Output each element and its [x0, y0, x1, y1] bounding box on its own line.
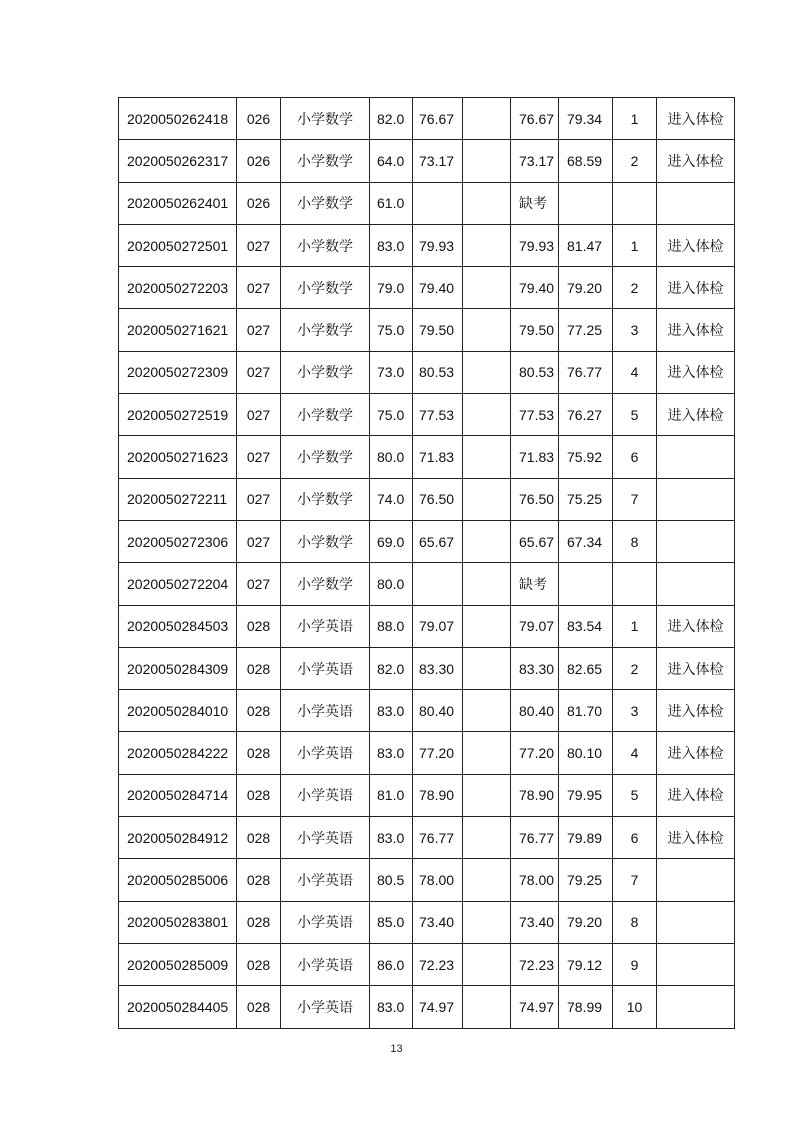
written-score-cell: 73.0: [370, 351, 413, 393]
interview-final-cell: 80.53: [511, 351, 559, 393]
interview-score-cell: 78.90: [413, 774, 463, 816]
subject-cell: 小学英语: [281, 690, 370, 732]
exam-id-cell: 2020050284714: [119, 774, 237, 816]
subject-cell: 小学英语: [281, 732, 370, 774]
total-score-cell: 79.34: [559, 98, 613, 140]
exam-id-cell: 2020050285009: [119, 943, 237, 985]
total-score-cell: 82.65: [559, 647, 613, 689]
position-code-cell: 027: [237, 267, 281, 309]
subject-cell: 小学数学: [281, 436, 370, 478]
interview-final-cell: 缺考: [511, 563, 559, 605]
table-row: [119, 436, 735, 478]
blank-cell: [463, 140, 511, 182]
exam-id-cell: 2020050272306: [119, 520, 237, 562]
position-code-cell: 028: [237, 647, 281, 689]
exam-id-cell: 2020050272519: [119, 394, 237, 436]
subject-cell: 小学数学: [281, 182, 370, 224]
rank-cell: 2: [613, 267, 657, 309]
total-score-cell: [559, 182, 613, 224]
subject-cell: 小学数学: [281, 224, 370, 266]
position-code-cell: 028: [237, 943, 281, 985]
status-cell: [657, 520, 735, 562]
blank-cell: [463, 859, 511, 901]
status-cell: [657, 563, 735, 605]
exam-id-cell: 2020050284309: [119, 647, 237, 689]
table-row: [119, 647, 735, 689]
total-score-cell: 79.25: [559, 859, 613, 901]
position-code-cell: 028: [237, 986, 281, 1028]
blank-cell: [463, 394, 511, 436]
rank-cell: 4: [613, 732, 657, 774]
subject-cell: 小学数学: [281, 563, 370, 605]
position-code-cell: 028: [237, 901, 281, 943]
interview-score-cell: 78.00: [413, 859, 463, 901]
interview-final-cell: 73.40: [511, 901, 559, 943]
blank-cell: [463, 436, 511, 478]
exam-id-cell: 2020050285006: [119, 859, 237, 901]
rank-cell: 5: [613, 774, 657, 816]
interview-score-cell: 73.17: [413, 140, 463, 182]
rank-cell: 3: [613, 690, 657, 732]
blank-cell: [463, 309, 511, 351]
written-score-cell: 64.0: [370, 140, 413, 182]
subject-cell: 小学英语: [281, 647, 370, 689]
rank-cell: 8: [613, 520, 657, 562]
total-score-cell: 68.59: [559, 140, 613, 182]
table-body: [119, 98, 735, 1029]
exam-id-cell: 2020050272309: [119, 351, 237, 393]
status-cell: 进入体检: [657, 267, 735, 309]
subject-cell: 小学英语: [281, 817, 370, 859]
written-score-cell: 79.0: [370, 267, 413, 309]
blank-cell: [463, 520, 511, 562]
position-code-cell: 027: [237, 478, 281, 520]
written-score-cell: 75.0: [370, 309, 413, 351]
table-row: [119, 267, 735, 309]
blank-cell: [463, 478, 511, 520]
interview-score-cell: 79.07: [413, 605, 463, 647]
exam-id-cell: 2020050262401: [119, 182, 237, 224]
status-cell: [657, 943, 735, 985]
table-row: [119, 478, 735, 520]
position-code-cell: 028: [237, 605, 281, 647]
blank-cell: [463, 774, 511, 816]
total-score-cell: [559, 563, 613, 605]
rank-cell: 1: [613, 98, 657, 140]
written-score-cell: 83.0: [370, 224, 413, 266]
interview-final-cell: 74.97: [511, 986, 559, 1028]
table-row: [119, 732, 735, 774]
total-score-cell: 79.89: [559, 817, 613, 859]
interview-score-cell: 79.50: [413, 309, 463, 351]
total-score-cell: 81.47: [559, 224, 613, 266]
written-score-cell: 81.0: [370, 774, 413, 816]
position-code-cell: 027: [237, 394, 281, 436]
position-code-cell: 026: [237, 98, 281, 140]
written-score-cell: 86.0: [370, 943, 413, 985]
rank-cell: 2: [613, 140, 657, 182]
exam-id-cell: 2020050271623: [119, 436, 237, 478]
table-row: [119, 98, 735, 140]
status-cell: 进入体检: [657, 224, 735, 266]
table-row: [119, 690, 735, 732]
subject-cell: 小学数学: [281, 520, 370, 562]
table-row: [119, 859, 735, 901]
interview-score-cell: 76.77: [413, 817, 463, 859]
subject-cell: 小学英语: [281, 901, 370, 943]
subject-cell: 小学数学: [281, 351, 370, 393]
position-code-cell: 028: [237, 732, 281, 774]
written-score-cell: 80.5: [370, 859, 413, 901]
written-score-cell: 83.0: [370, 817, 413, 859]
subject-cell: 小学数学: [281, 478, 370, 520]
exam-id-cell: 2020050284010: [119, 690, 237, 732]
interview-final-cell: 78.90: [511, 774, 559, 816]
position-code-cell: 027: [237, 224, 281, 266]
subject-cell: 小学数学: [281, 309, 370, 351]
interview-score-cell: 76.67: [413, 98, 463, 140]
blank-cell: [463, 732, 511, 774]
rank-cell: [613, 563, 657, 605]
blank-cell: [463, 647, 511, 689]
interview-final-cell: 73.17: [511, 140, 559, 182]
interview-final-cell: 79.40: [511, 267, 559, 309]
written-score-cell: 80.0: [370, 563, 413, 605]
table-row: [119, 520, 735, 562]
total-score-cell: 81.70: [559, 690, 613, 732]
interview-score-cell: 73.40: [413, 901, 463, 943]
subject-cell: 小学数学: [281, 394, 370, 436]
interview-score-cell: 74.97: [413, 986, 463, 1028]
status-cell: 进入体检: [657, 817, 735, 859]
status-cell: [657, 478, 735, 520]
position-code-cell: 028: [237, 690, 281, 732]
position-code-cell: 027: [237, 436, 281, 478]
written-score-cell: 85.0: [370, 901, 413, 943]
blank-cell: [463, 224, 511, 266]
page-number: 13: [390, 1043, 403, 1055]
status-cell: 进入体检: [657, 690, 735, 732]
rank-cell: 1: [613, 605, 657, 647]
rank-cell: 7: [613, 478, 657, 520]
position-code-cell: 028: [237, 817, 281, 859]
total-score-cell: 79.20: [559, 901, 613, 943]
table-row: [119, 901, 735, 943]
interview-score-cell: 71.83: [413, 436, 463, 478]
written-score-cell: 83.0: [370, 986, 413, 1028]
interview-final-cell: 79.93: [511, 224, 559, 266]
written-score-cell: 83.0: [370, 732, 413, 774]
status-cell: 进入体检: [657, 394, 735, 436]
rank-cell: 8: [613, 901, 657, 943]
total-score-cell: 79.20: [559, 267, 613, 309]
total-score-cell: 67.34: [559, 520, 613, 562]
interview-score-cell: [413, 563, 463, 605]
total-score-cell: 80.10: [559, 732, 613, 774]
blank-cell: [463, 182, 511, 224]
written-score-cell: 74.0: [370, 478, 413, 520]
total-score-cell: 78.99: [559, 986, 613, 1028]
status-cell: 进入体检: [657, 732, 735, 774]
interview-score-cell: 79.40: [413, 267, 463, 309]
interview-score-cell: 77.20: [413, 732, 463, 774]
interview-final-cell: 76.50: [511, 478, 559, 520]
written-score-cell: 75.0: [370, 394, 413, 436]
rank-cell: 4: [613, 351, 657, 393]
position-code-cell: 027: [237, 351, 281, 393]
total-score-cell: 75.92: [559, 436, 613, 478]
table-row: [119, 140, 735, 182]
exam-id-cell: 2020050284405: [119, 986, 237, 1028]
exam-id-cell: 2020050272203: [119, 267, 237, 309]
written-score-cell: 88.0: [370, 605, 413, 647]
written-score-cell: 83.0: [370, 690, 413, 732]
position-code-cell: 027: [237, 520, 281, 562]
interview-final-cell: 缺考: [511, 182, 559, 224]
interview-final-cell: 79.50: [511, 309, 559, 351]
interview-final-cell: 77.53: [511, 394, 559, 436]
table-row: [119, 563, 735, 605]
blank-cell: [463, 267, 511, 309]
written-score-cell: 61.0: [370, 182, 413, 224]
written-score-cell: 80.0: [370, 436, 413, 478]
blank-cell: [463, 901, 511, 943]
exam-id-cell: 2020050262317: [119, 140, 237, 182]
rank-cell: [613, 182, 657, 224]
exam-id-cell: 2020050272211: [119, 478, 237, 520]
table-row: [119, 224, 735, 266]
status-cell: 进入体检: [657, 309, 735, 351]
position-code-cell: 027: [237, 563, 281, 605]
rank-cell: 9: [613, 943, 657, 985]
position-code-cell: 028: [237, 859, 281, 901]
status-cell: 进入体检: [657, 351, 735, 393]
status-cell: 进入体检: [657, 98, 735, 140]
total-score-cell: 77.25: [559, 309, 613, 351]
interview-score-cell: 80.53: [413, 351, 463, 393]
interview-score-cell: 72.23: [413, 943, 463, 985]
exam-id-cell: 2020050271621: [119, 309, 237, 351]
blank-cell: [463, 98, 511, 140]
exam-id-cell: 2020050262418: [119, 98, 237, 140]
blank-cell: [463, 605, 511, 647]
interview-final-cell: 77.20: [511, 732, 559, 774]
table-row: [119, 774, 735, 816]
blank-cell: [463, 690, 511, 732]
written-score-cell: 69.0: [370, 520, 413, 562]
subject-cell: 小学英语: [281, 774, 370, 816]
status-cell: [657, 859, 735, 901]
interview-final-cell: 80.40: [511, 690, 559, 732]
table-row: [119, 394, 735, 436]
interview-score-cell: 79.93: [413, 224, 463, 266]
subject-cell: 小学英语: [281, 859, 370, 901]
exam-id-cell: 2020050272204: [119, 563, 237, 605]
table-row: [119, 986, 735, 1028]
table-row: [119, 817, 735, 859]
interview-score-cell: 80.40: [413, 690, 463, 732]
subject-cell: 小学英语: [281, 605, 370, 647]
total-score-cell: 83.54: [559, 605, 613, 647]
status-cell: 进入体检: [657, 605, 735, 647]
total-score-cell: 76.27: [559, 394, 613, 436]
interview-final-cell: 76.77: [511, 817, 559, 859]
exam-id-cell: 2020050284222: [119, 732, 237, 774]
table-row: [119, 351, 735, 393]
interview-final-cell: 79.07: [511, 605, 559, 647]
total-score-cell: 75.25: [559, 478, 613, 520]
written-score-cell: 82.0: [370, 647, 413, 689]
interview-score-cell: 65.67: [413, 520, 463, 562]
interview-score-cell: 77.53: [413, 394, 463, 436]
interview-final-cell: 72.23: [511, 943, 559, 985]
table-row: [119, 309, 735, 351]
table-row: [119, 943, 735, 985]
subject-cell: 小学数学: [281, 98, 370, 140]
rank-cell: 3: [613, 309, 657, 351]
table-row: [119, 182, 735, 224]
score-table: [118, 97, 735, 1029]
interview-score-cell: 76.50: [413, 478, 463, 520]
interview-score-cell: 83.30: [413, 647, 463, 689]
interview-final-cell: 83.30: [511, 647, 559, 689]
exam-id-cell: 2020050272501: [119, 224, 237, 266]
exam-id-cell: 2020050284912: [119, 817, 237, 859]
blank-cell: [463, 563, 511, 605]
status-cell: 进入体检: [657, 140, 735, 182]
rank-cell: 2: [613, 647, 657, 689]
interview-final-cell: 71.83: [511, 436, 559, 478]
status-cell: 进入体检: [657, 647, 735, 689]
total-score-cell: 76.77: [559, 351, 613, 393]
blank-cell: [463, 351, 511, 393]
rank-cell: 1: [613, 224, 657, 266]
interview-final-cell: 78.00: [511, 859, 559, 901]
status-cell: [657, 901, 735, 943]
rank-cell: 6: [613, 817, 657, 859]
written-score-cell: 82.0: [370, 98, 413, 140]
status-cell: 进入体检: [657, 774, 735, 816]
total-score-cell: 79.12: [559, 943, 613, 985]
interview-final-cell: 65.67: [511, 520, 559, 562]
table-row: [119, 605, 735, 647]
subject-cell: 小学数学: [281, 267, 370, 309]
subject-cell: 小学英语: [281, 986, 370, 1028]
exam-id-cell: 2020050284503: [119, 605, 237, 647]
blank-cell: [463, 943, 511, 985]
position-code-cell: 026: [237, 140, 281, 182]
rank-cell: 10: [613, 986, 657, 1028]
subject-cell: 小学英语: [281, 943, 370, 985]
exam-id-cell: 2020050283801: [119, 901, 237, 943]
status-cell: [657, 986, 735, 1028]
blank-cell: [463, 817, 511, 859]
status-cell: [657, 436, 735, 478]
position-code-cell: 028: [237, 774, 281, 816]
total-score-cell: 79.95: [559, 774, 613, 816]
interview-final-cell: 76.67: [511, 98, 559, 140]
rank-cell: 6: [613, 436, 657, 478]
interview-score-cell: [413, 182, 463, 224]
rank-cell: 5: [613, 394, 657, 436]
position-code-cell: 027: [237, 309, 281, 351]
blank-cell: [463, 986, 511, 1028]
position-code-cell: 026: [237, 182, 281, 224]
subject-cell: 小学数学: [281, 140, 370, 182]
rank-cell: 7: [613, 859, 657, 901]
status-cell: [657, 182, 735, 224]
